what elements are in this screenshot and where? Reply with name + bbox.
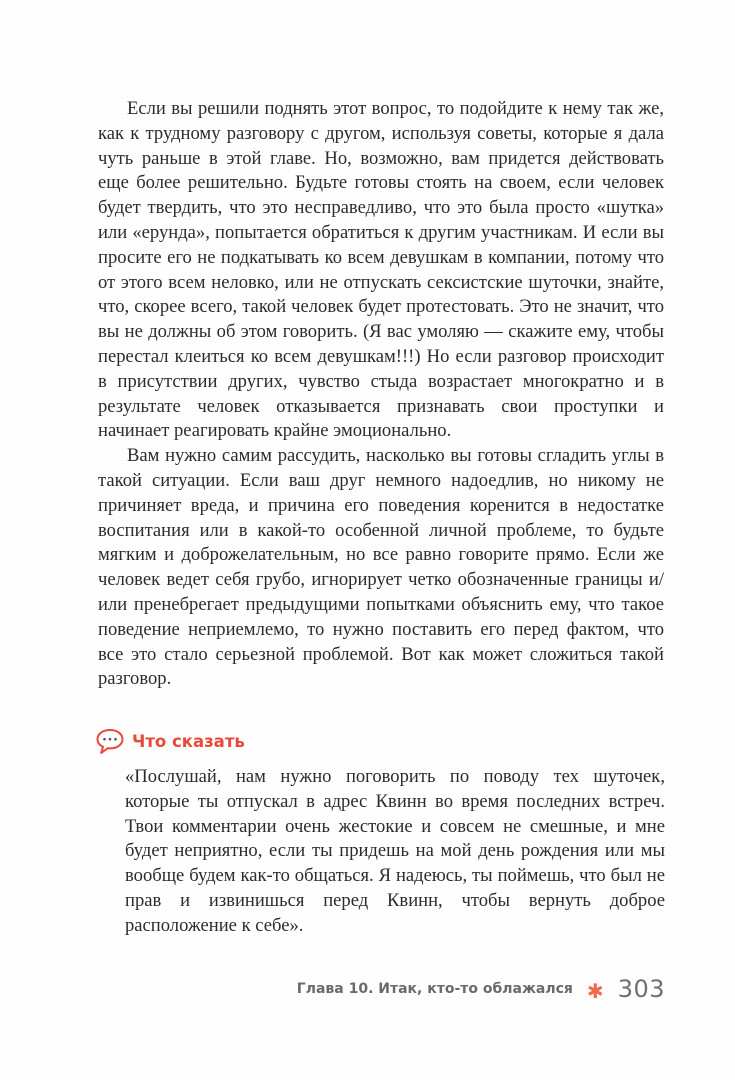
quote-block bbox=[125, 765, 665, 939]
asterisk-icon: ✱ bbox=[586, 979, 604, 1003]
paragraph: Если вы решили поднять этот вопрос, то подойдите к нему так же, как к трудному разговору с другом, используя советы, которые я дала чуть раньше в этой главе. Но, возможно, вам придется действовать еще более решительно. Будьте готовы стоять на своем, если человек будет твердить, что это несправедливо, что это была просто «шутка» или «ерунда», попытается обратиться к другим участникам. И если вы просите его не подкатывать ко всем девушкам в компании, потому что от этого всем неловко, или не отпускать сексистские шуточки, знайте, что, скорее всего, такой человек будет протестовать. Это не значит, что вы не должны об этом говорить. (Я вас умоляю — скажите ему, чтобы перестал клеиться ко всем девушкам!!!) Но если разговор происходит в присутствии других, чувство стыда возрастает многократно и в результате человек отказывается признавать свои проступки и начинает реагировать крайне эмоционально. bbox=[98, 98, 664, 442]
callout-heading-text: Что сказать bbox=[132, 732, 245, 751]
callout-heading bbox=[95, 728, 245, 755]
body-text bbox=[98, 97, 664, 692]
paragraph: Вам нужно самим рассудить, насколько вы готовы сгладить углы в такой ситуации. Если ваш друг немного надоедлив, но никому не причиняет вреда, и причина его поведения коренится в недостатке воспитания или в какой-то особенной личной проблеме, то будьте мягким и доброжелательным, но все равно говорите прямо. Если же человек ведет себя грубо, игнорирует четко обозначенные границы и/или пренебрегает предыдущими попытками объяснить ему, что такое поведение неприемлемо, то нужно поставить его перед фактом, что все это стало серьезной проблемой. Вот как может сложиться такой разговор. bbox=[98, 445, 664, 690]
quote-text: «Послушай, нам нужно поговорить по поводу тех шуточек, которые ты отпускал в адрес Квинн во время последних встреч. Твои комментарии очень жестокие и совсем не смешные, и мне будет неприятно, если ты придешь на мой день рождения или мы вообще будем как-то общаться. Я надеюсь, ты поймешь, что был не прав и извинишься перед Квинн, чтобы вернуть доброе расположение к себе». bbox=[125, 766, 665, 936]
page-footer bbox=[297, 975, 665, 1003]
chapter-title: Глава 10. Итак, кто-то облажался bbox=[296, 981, 573, 997]
speech-bubble-icon bbox=[95, 728, 125, 755]
page-number: 303 bbox=[617, 975, 665, 1003]
